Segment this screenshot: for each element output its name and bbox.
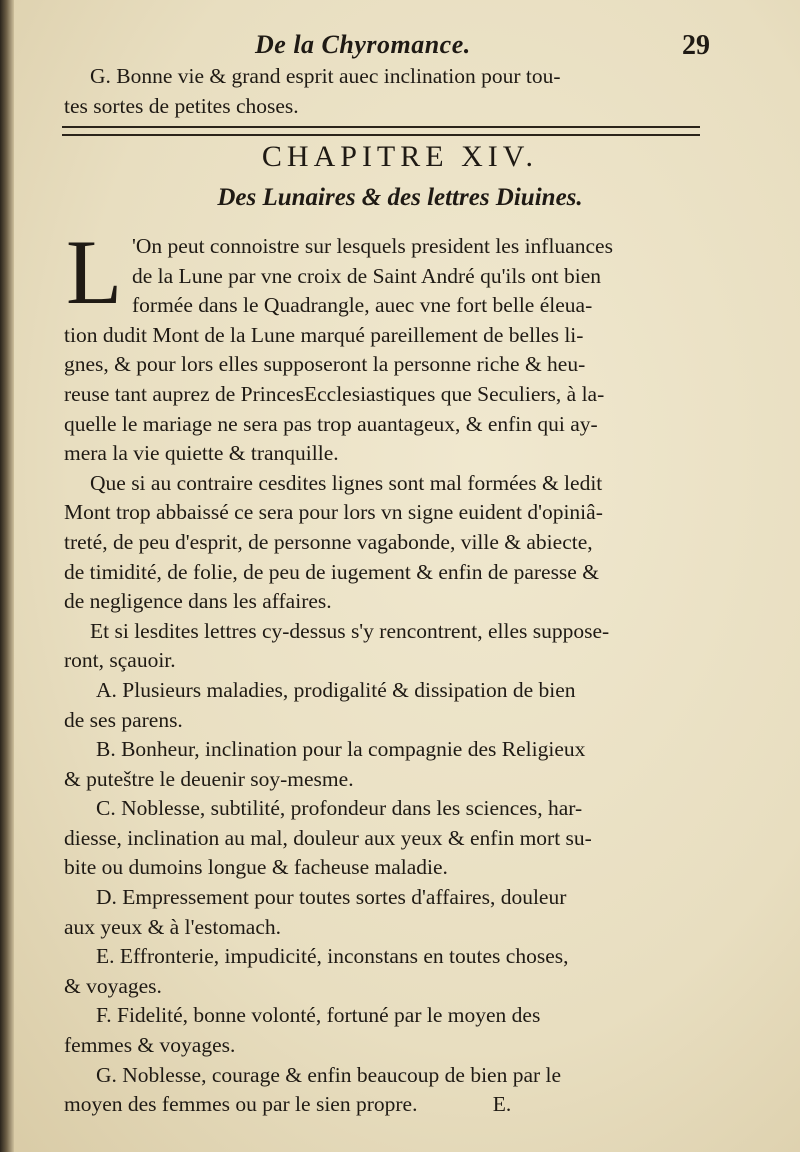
running-title: De la Chyromance. bbox=[255, 30, 471, 59]
letter-entry-e bbox=[64, 942, 710, 1001]
page-number: 29 bbox=[682, 30, 710, 61]
text-line: de timidité, de folie, de peu de iugement & enfin de paresse & bbox=[64, 559, 599, 584]
text-line: mera la vie quiette & tranquille. bbox=[64, 441, 339, 466]
text-line: tion dudit Mont de la Lune marqué pareillement de belles li- bbox=[64, 322, 584, 347]
top-paragraph bbox=[64, 62, 710, 121]
text-line: 'On peut connoistre sur lesquels president les influances bbox=[132, 234, 613, 258]
text-line: ront, sçauoir. bbox=[64, 648, 176, 673]
text-line: E. Effronterie, impudicité, inconstans en toutes choses, bbox=[96, 944, 569, 969]
drop-capital: L bbox=[66, 221, 123, 323]
text-line: treté, de peu d'esprit, de personne vagabonde, ville & abiecte, bbox=[64, 529, 593, 554]
text-line: tes sortes de petites choses. bbox=[64, 93, 299, 118]
letter-entry-g bbox=[64, 1061, 710, 1120]
text-line: formée dans le Quadrangle, auec vne fort belle éleua- bbox=[132, 293, 593, 318]
text-line: G. Noblesse, courage & enfin beaucoup de bien par le bbox=[96, 1062, 562, 1087]
letter-entry-a bbox=[64, 676, 710, 735]
chapter-heading: CHAPITRE XIV. bbox=[261, 140, 539, 173]
text-line: C. Noblesse, subtilité, profondeur dans les sciences, har- bbox=[96, 796, 583, 821]
text-line: G. Bonne vie & grand esprit auec inclination pour tou- bbox=[90, 64, 561, 88]
text-line: & puteštre le deuenir soy-mesme. bbox=[64, 766, 354, 791]
text-line: diesse, inclination au mal, douleur aux yeux & enfin mort su- bbox=[64, 825, 592, 850]
text-line: F. Fidelité, bonne volonté, fortuné par le moyen des bbox=[96, 1003, 541, 1028]
text-line: Que si au contraire cesdites lignes sont mal formées & ledit bbox=[90, 470, 603, 495]
chapter-subtitle: Des Lunaires & des lettres Diuines. bbox=[217, 184, 583, 211]
letter-entry-f bbox=[64, 1001, 710, 1060]
text-line: bite ou dumoins longue & facheuse maladie. bbox=[64, 855, 448, 880]
text-line: de ses parens. bbox=[64, 707, 183, 732]
paragraph-2 bbox=[64, 469, 710, 617]
text-line: moyen des femmes ou par le sien propre. E. bbox=[64, 1092, 512, 1117]
text-line: de negligence dans les affaires. bbox=[64, 589, 332, 614]
text-line: Mont trop abbaissé ce sera pour lors vn signe euident d'opiniâ- bbox=[64, 500, 603, 525]
text-line: de la Lune par vne croix de Saint André qu'ils ont bien bbox=[132, 263, 601, 288]
text-line: B. Bonheur, inclination pour la compagnie des Religieux bbox=[96, 737, 586, 762]
letter-entry-c bbox=[64, 794, 710, 883]
paragraph-1 bbox=[64, 232, 710, 469]
text-line: Et si lesdites lettres cy-dessus s'y rencontrent, elles suppose- bbox=[90, 618, 610, 643]
text-line: aux yeux & à l'estomach. bbox=[64, 914, 282, 939]
paragraph-3 bbox=[64, 617, 710, 676]
text-line: D. Empressement pour toutes sortes d'affaires, douleur bbox=[96, 885, 567, 910]
text-line: gnes, & pour lors elles supposeront la personne riche & heu- bbox=[64, 352, 586, 377]
letter-entry-b bbox=[64, 735, 710, 794]
letter-entry-d bbox=[64, 883, 710, 942]
text-line: femmes & voyages. bbox=[64, 1033, 236, 1058]
text-line: & voyages. bbox=[64, 973, 162, 998]
text-line: reuse tant auprez de PrincesEcclesiastiques que Seculiers, à la- bbox=[64, 381, 605, 406]
text-line: quelle le mariage ne sera pas trop auantageux, & enfin qui ay- bbox=[64, 411, 598, 436]
text-line: A. Plusieurs maladies, prodigalité & dissipation de bien bbox=[96, 677, 576, 702]
ornamental-rule bbox=[62, 126, 700, 136]
chapter-body bbox=[64, 232, 710, 1120]
